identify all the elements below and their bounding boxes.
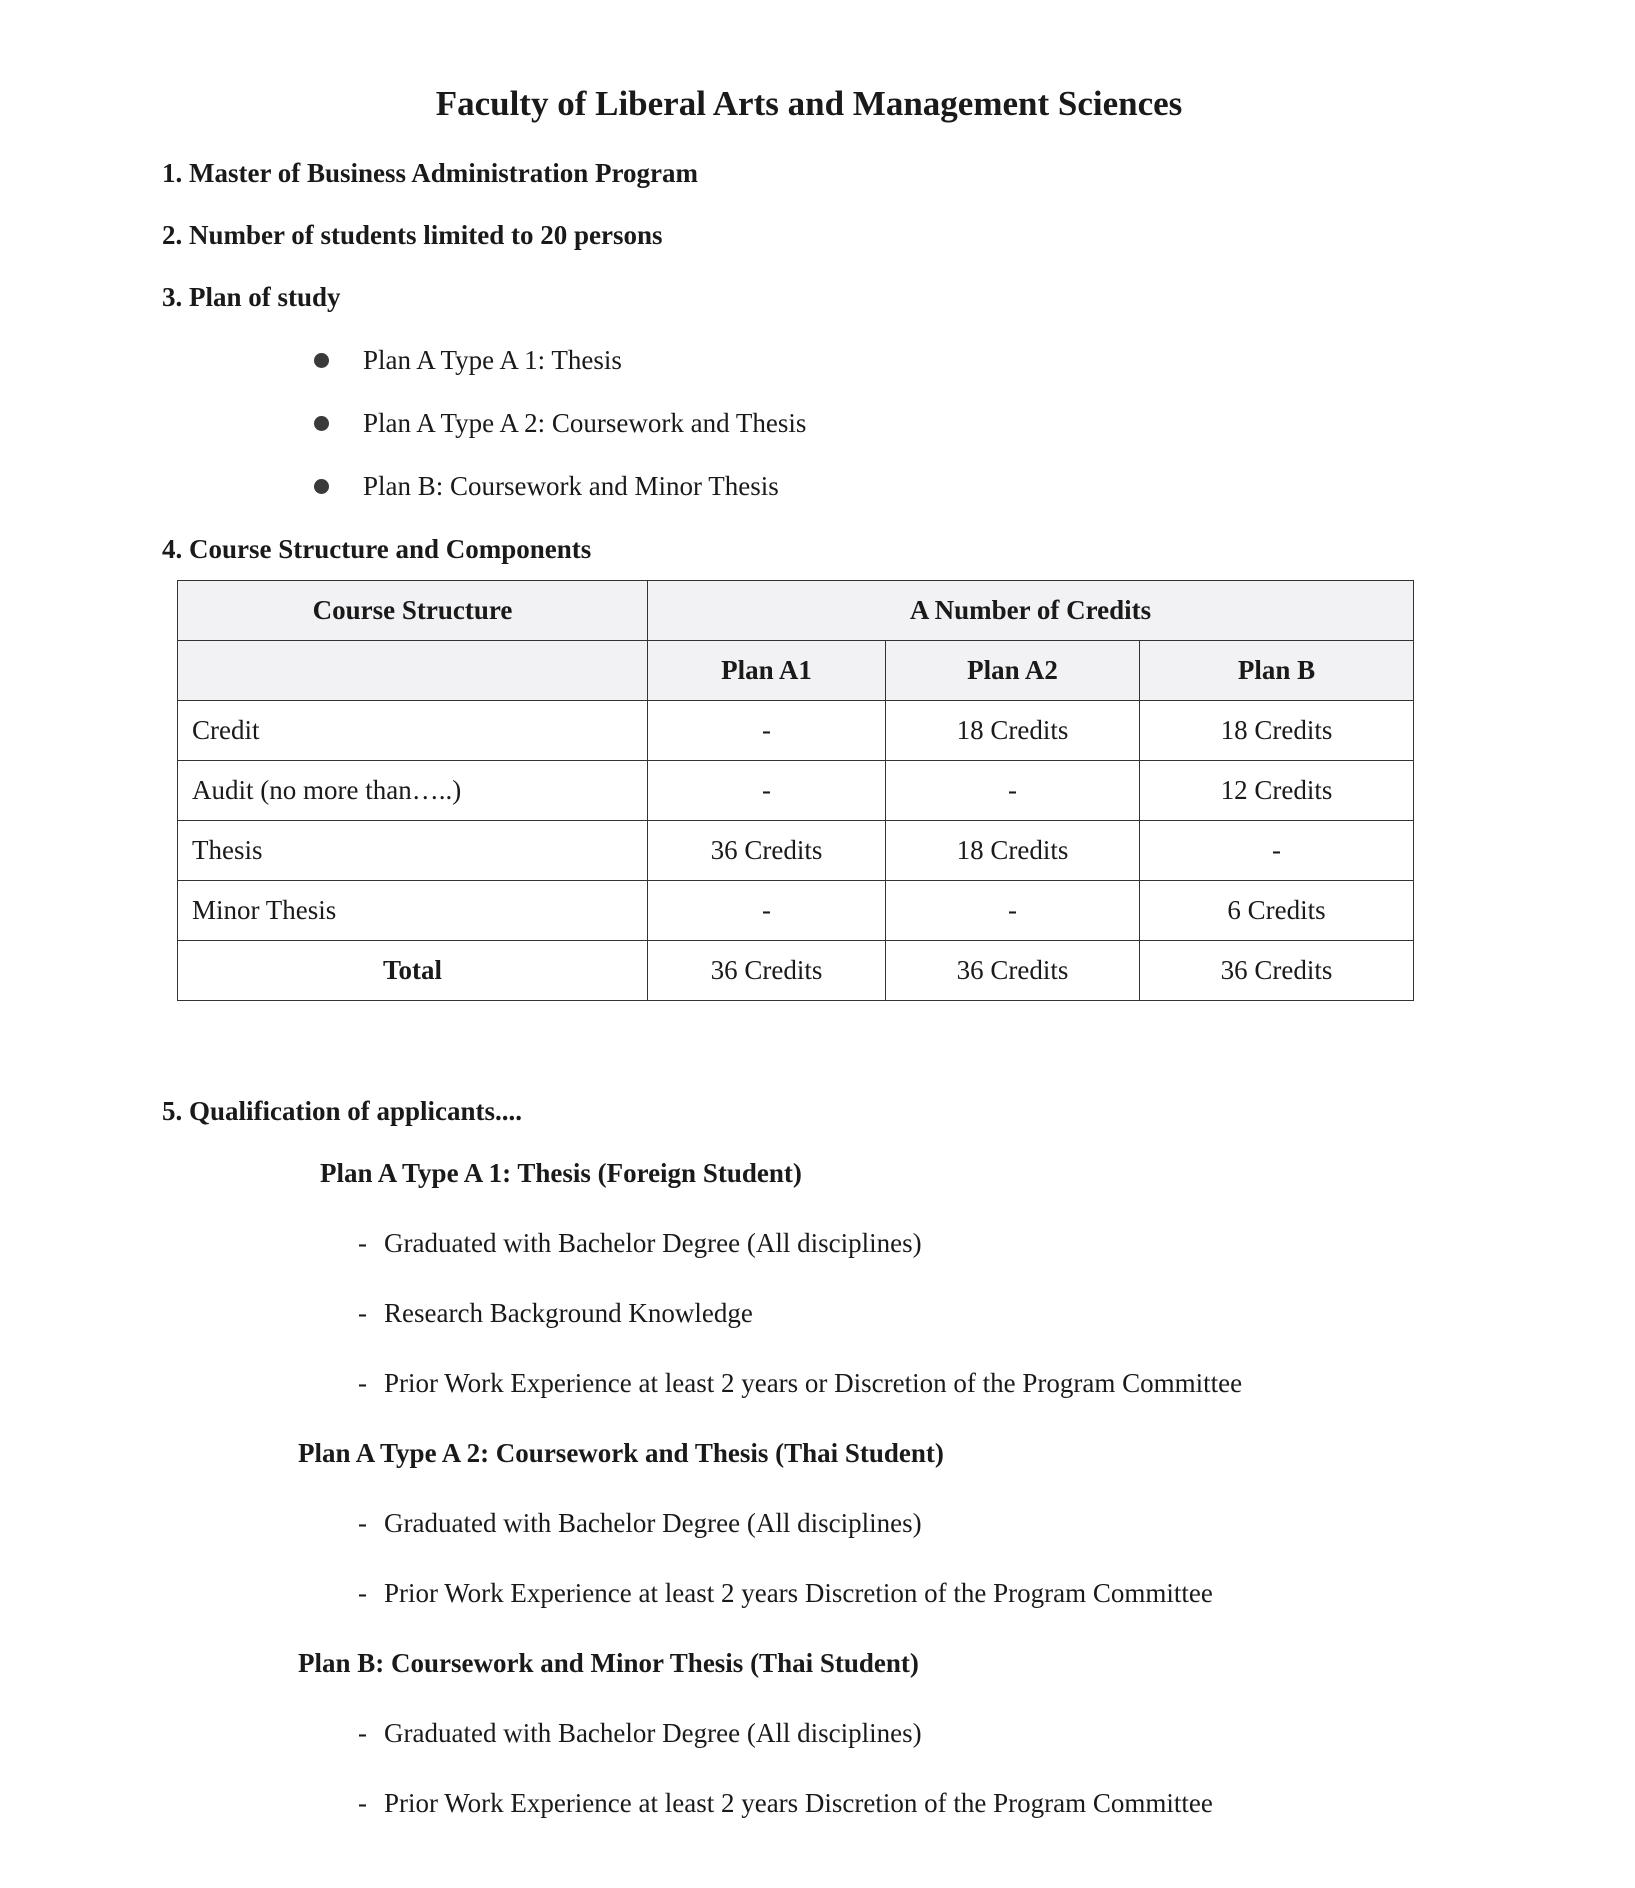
cell-value: -	[648, 761, 886, 821]
qualification-heading-a1: Plan A Type A 1: Thesis (Foreign Student)	[320, 1158, 802, 1188]
requirement-item	[358, 1788, 1213, 1819]
table-header-row	[178, 581, 1414, 641]
header-empty-cell	[178, 641, 648, 701]
dash-marker: -	[358, 1508, 367, 1538]
table-row	[178, 821, 1414, 881]
total-value: 36 Credits	[886, 941, 1140, 1001]
cell-value: -	[648, 701, 886, 761]
cell-value: 36 Credits	[648, 821, 886, 881]
dash-marker: -	[358, 1298, 367, 1328]
table-row	[178, 881, 1414, 941]
cell-value: -	[648, 881, 886, 941]
page-title: Faculty of Liberal Arts and Management Sciences	[435, 84, 1183, 123]
credits-table	[177, 580, 1414, 1001]
requirement-text: Graduated with Bachelor Degree (All disciplines)	[384, 1718, 922, 1748]
header-plan-b: Plan B	[1140, 641, 1414, 701]
bullet-icon	[314, 416, 329, 431]
header-number-of-credits: A Number of Credits	[648, 581, 1414, 641]
requirement-item	[358, 1228, 922, 1259]
bullet-icon	[314, 353, 329, 368]
table-total-row	[178, 941, 1414, 1001]
plan-list-item	[314, 408, 806, 439]
plan-list-item	[314, 471, 779, 502]
section-course-structure: 4. Course Structure and Components	[162, 534, 592, 564]
row-label: Credit	[178, 701, 648, 761]
section-qualification: 5. Qualification of applicants....	[162, 1096, 523, 1126]
plan-label: Plan A Type A 1: Thesis	[363, 345, 622, 375]
cell-value: 18 Credits	[886, 701, 1140, 761]
table-row	[178, 761, 1414, 821]
cell-value: -	[886, 761, 1140, 821]
total-value: 36 Credits	[1140, 941, 1414, 1001]
table-row	[178, 701, 1414, 761]
dash-marker: -	[358, 1788, 367, 1818]
header-plan-a1: Plan A1	[648, 641, 886, 701]
requirement-text: Prior Work Experience at least 2 years Discretion of the Program Committee	[384, 1578, 1213, 1608]
plan-label: Plan B: Coursework and Minor Thesis	[363, 471, 779, 501]
qualification-heading-a2: Plan A Type A 2: Coursework and Thesis (Thai Student)	[298, 1438, 944, 1468]
plan-label: Plan A Type A 2: Coursework and Thesis	[363, 408, 807, 438]
cell-value: 6 Credits	[1140, 881, 1414, 941]
row-label: Minor Thesis	[178, 881, 648, 941]
qualification-heading-b: Plan B: Coursework and Minor Thesis (Thai Student)	[298, 1648, 919, 1678]
cell-value: -	[886, 881, 1140, 941]
section-program: 1. Master of Business Administration Program	[162, 158, 698, 188]
dash-marker: -	[358, 1718, 367, 1748]
section-student-limit: 2. Number of students limited to 20 persons	[162, 220, 663, 250]
row-label: Thesis	[178, 821, 648, 881]
total-value: 36 Credits	[648, 941, 886, 1001]
requirement-text: Prior Work Experience at least 2 years Discretion of the Program Committee	[384, 1788, 1213, 1818]
requirement-text: Research Background Knowledge	[384, 1298, 753, 1328]
cell-value: 12 Credits	[1140, 761, 1414, 821]
row-label: Audit (no more than…..)	[178, 761, 648, 821]
requirement-text: Graduated with Bachelor Degree (All disciplines)	[384, 1508, 922, 1538]
requirement-item	[358, 1718, 922, 1749]
cell-value: 18 Credits	[886, 821, 1140, 881]
dash-marker: -	[358, 1368, 367, 1398]
requirement-item	[358, 1298, 753, 1329]
cell-value: -	[1140, 821, 1414, 881]
requirement-item	[358, 1368, 1242, 1399]
header-course-structure: Course Structure	[178, 581, 648, 641]
plan-list-item	[314, 345, 622, 376]
requirement-text: Graduated with Bachelor Degree (All disciplines)	[384, 1228, 922, 1258]
cell-value: 18 Credits	[1140, 701, 1414, 761]
section-plan-of-study: 3. Plan of study	[162, 282, 341, 312]
dash-marker: -	[358, 1578, 367, 1608]
requirement-item	[358, 1578, 1213, 1609]
header-plan-a2: Plan A2	[886, 641, 1140, 701]
total-label: Total	[178, 941, 648, 1001]
requirement-text: Prior Work Experience at least 2 years or Discretion of the Program Committee	[384, 1368, 1243, 1398]
table-subheader-row	[178, 641, 1414, 701]
bullet-icon	[314, 479, 329, 494]
dash-marker: -	[358, 1228, 367, 1258]
requirement-item	[358, 1508, 922, 1539]
